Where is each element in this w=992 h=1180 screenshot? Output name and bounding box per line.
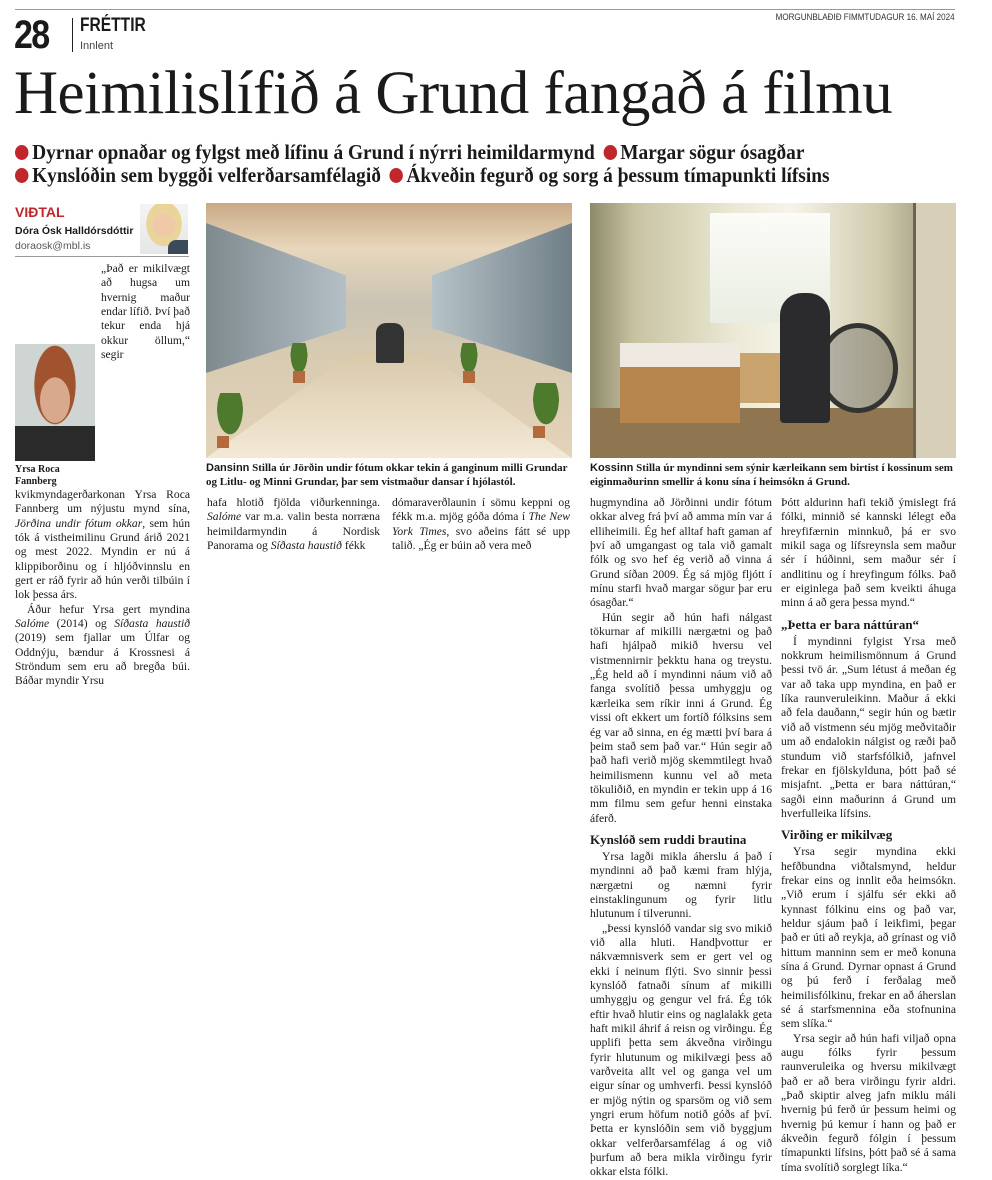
paragraph [781, 1032, 956, 1175]
paragraph [590, 496, 772, 611]
title-italic: Jörðina undir fótum okkar [15, 516, 143, 530]
plant-icon [526, 383, 566, 438]
door-frame [913, 203, 956, 458]
wheelchair-dancer [376, 323, 404, 363]
text-run: Í myndinni fylgist Yrsa með nokkrum heimilismönnum á Grund þessi tvö ár. „Sum létust á meðan ég var að taka upp myndina, en það er líka raunveruleikinn. Maður á ekki að fela dauðann,“ segir hún og bætir við að vistmenn séu mjög meðvitaðir um að endalokin nálgist og ræði það stundum við starfsfólkið, jafnvel frekar en fjölskylduna, þótt það sé misjafnt. „Þetta er bara náttúran,“ sagði einn maðurinn á Grund um hverfulleika lífsins. [781, 634, 956, 820]
article-column-1 [15, 262, 190, 689]
photo-kiss [590, 203, 956, 458]
portrait-photo [15, 344, 95, 461]
bullet-icon [15, 168, 29, 183]
paragraph [590, 922, 772, 1180]
paragraph [781, 635, 956, 821]
portrait-figure [15, 344, 95, 488]
article-column-3 [590, 496, 772, 1180]
bullet-icon [603, 145, 617, 160]
subhead: Kynslóðin sem byggði velferðarsamfélagið [32, 163, 381, 187]
title-italic: Síðasta haustið [114, 617, 191, 631]
paragraph [207, 496, 380, 553]
section-name: FRÉTTIR [80, 15, 146, 36]
byline-rule [15, 256, 189, 257]
text-run: Áður hefur Yrsa gert myndina [27, 602, 190, 616]
top-rule [15, 9, 955, 10]
text-run: Yrsa segir að hún hafi viljað opna augu fólks fyrir þessum raunveruleika og hversu mikilvægt það er að bera virðingu fyrir aldri. „Það skiptir alveg jafn miklu máli hvernig þú ferð úr þessum heimi og hvernig þú kemur í hann og það er ákveðin fegurð fólgin í þessum tímapunkti lífsins, þótt það sé á sama tíma svolítið sorglegt líka.“ [781, 1031, 956, 1174]
plant-icon [286, 343, 312, 383]
paragraph [590, 850, 772, 922]
bed [620, 343, 740, 423]
page-number: 28 [14, 13, 49, 57]
subheading [781, 617, 956, 633]
text-run: dómaraverðlaunin í sömu keppni og fékk m.a. mjög góða dóma í [392, 496, 570, 524]
paragraph [781, 845, 956, 1031]
nightstand [740, 353, 780, 403]
kicker-label: VIÐTAL [15, 204, 65, 220]
text-run: var m.a. valin besta norræna heimildarmyndin á Nordisk Panorama og [207, 510, 380, 553]
author-photo [140, 204, 188, 254]
bullet-icon [389, 168, 403, 183]
text-run: Hún segir að hún hafi nálgast tökurnar af mikilli nærgætni og það hafi hjálpað mikið hversu vel vistmennirnir þekktu hana og treystu. „Ég held að í myndinni náum við að fanga svolítið þessa umhyggju og kærleika sem ríkir inni á Grund. Ég vissi oft ekkert um fortíð fólksins sem ég var að sinna, en ég mætti því bara á þeim stað sem það var.“ Hún segir að það hafi verið mjög skemmtilegt hvað heimilismenn kunnu vel að meta tökuliðið, en myndin er tekin upp á 16 mm filmu sem gefur henni einstaka áferð. [590, 610, 772, 825]
husband-figure [780, 293, 830, 423]
title-italic: The New York Times [392, 510, 570, 538]
text-run: „Þetta er bara náttúran“ [781, 616, 920, 632]
text-run: Virðing er mikilvæg [781, 827, 893, 843]
caption-text: Stilla úr myndinni sem sýnir kærleikann sem birtist í kossinum sem eiginmaðurinn smellir á konu sína í heimsókn á Grund. [590, 462, 953, 488]
window-right [432, 223, 572, 373]
article-column-2a [207, 496, 380, 553]
text-run: fékk [341, 539, 366, 553]
subhead: Ákveðin fegurð og sorg á þessum tímapunkti lífsins [406, 163, 830, 187]
text-run: hafa hlotið fjölda viðurkenninga. [207, 496, 380, 509]
text-run: (2019) sem fjallar um Úlfar og Oddnýju, bændur á Krossnesi á Ströndum sem eru að bregða búi. Báðar myndir Yrsu [15, 631, 190, 688]
portrait-caption: Yrsa Roca Fannberg [15, 464, 60, 487]
text-run: (2014) og [49, 617, 115, 631]
window-left [206, 223, 346, 373]
author-name: Dóra Ósk Halldórsdóttir [15, 225, 134, 237]
paragraph [590, 611, 772, 826]
caption-text: Stilla úr Jörðin undir fótum okkar tekin á ganginum milli Grundar og Litlu- og Minni Grundar, þar sem vistmaður dansar í hjólastól. [206, 462, 568, 488]
article-column-4 [781, 496, 956, 1175]
subheads [15, 141, 830, 187]
title-italic: Salóme [207, 510, 242, 524]
paragraph [781, 496, 956, 611]
plant-icon [456, 343, 482, 383]
bullet-icon [15, 145, 29, 160]
dateline: MORGUNBLAÐIÐ FIMMTUDAGUR 16. MAÍ 2024 [775, 12, 955, 23]
text-run: , svo aðeins fátt sé upp talið. „Ég er búin að vera með [392, 524, 570, 553]
photo-corridor-dance [206, 203, 572, 458]
title-italic: Síðasta haustið [270, 539, 342, 553]
corridor-floor [206, 353, 572, 458]
section-divider [72, 18, 73, 52]
text-run: „Það er mikilvægt að hugsa um hvernig maður endar lífið. Því það tekur enda hjá okkur öllum,“ segir kvikmyndagerðarkonan Yrsa Roca Fannberg um nýjustu mynd sína, [15, 262, 190, 516]
caption-lead: Dansinn [206, 462, 250, 474]
photo2-caption [590, 461, 960, 489]
subheading [781, 827, 956, 843]
paragraph [15, 603, 190, 689]
subheading [590, 832, 772, 848]
text-run: „Þessi kynslóð vandar sig svo mikið við alla hluti. Handþvottur er nákvæmnisverk sem er gert vel og ekki í neinum flýti. Svo sinnir þessi kynslóð fatnaði sínum af mikilli umhyggju og gengur vel frá. Ég tók eftir hvað hlutir eins og naglalakk geta haft mikil áhrif á reisn og virðingu. Ég upplifi þetta sem ákveðna virðingu fyrir hlutunum og mikilvægi þess að varðveita allt vel og ganga vel um eigur sínar og umhverfi. Þessi kynslóð er mjög nýtin og sparsöm og við sem yngri erum höfum notið góðs af því. Þetta er kynslóðin sem við byggjum okkar velferðarsamfélag á og við þurfum að bera mikla virðingu fyrir okkar elsta fólki. [590, 921, 772, 1179]
title-italic: Salóme [15, 617, 50, 631]
text-run: Kynslóð sem ruddi brautina [590, 831, 747, 847]
subsection-name: Innlent [80, 40, 114, 52]
subhead: Dyrnar opnaðar og fylgst með lífinu á Grund í nýrri heimildarmynd [32, 140, 595, 164]
subhead: Margar sögur ósagðar [620, 140, 805, 164]
article-column-2b [392, 496, 570, 553]
plant-icon [210, 393, 250, 448]
paragraph [392, 496, 570, 553]
text-run: hugmyndina að Jörðinni undir fótum okkar alveg frá því að amma mín var á elliheimili. Ég hef alltaf haft gaman af því að umgangast og tala við gamalt fólk og svo hef ég verið að vinna á Grund síðan 2009. Ég sá mjög fljótt í mínu starfi hvað margar sögur þar eru ósagðar.“ [590, 496, 772, 610]
headline: Heimilislífið á Grund fangað á filmu [14, 60, 893, 127]
caption-lead: Kossinn [590, 462, 634, 474]
text-run: Yrsa segir myndina ekki hefðbundna viðtalsmynd, heldur frekar eins og innlit eða heimsókn. „Við erum í sjálfu sér ekki að kynnast fólkinu eins og það var, heldur sjáum það í leikfimi, þegar það er úti að reykja, að grínast og við hittum manninn sem er með konuna sína á Grund. Dyrnar opnast á Grund og þú ferð í ferðalag með heimilisfólkinu, frekar en að áherslan sé á starfsmennina eða stofnunina sem slíka.“ [781, 845, 956, 1031]
author-email[interactable]: doraosk@mbl.is [15, 240, 91, 252]
photo1-caption [206, 461, 576, 489]
text-run: , sem hún tók á vistheimilinu Grund árið 2021 og mest 2022. Myndin er nú á klippiborðinu og í hljóðvinnslu en gert er ráð fyrir að hún verði tilbúin í lok þessa árs. [15, 516, 190, 602]
text-run: Yrsa lagði mikla áherslu á það í myndinni að það kæmi fram hlýja, nærgætni og næmni fyrir einstaklingunum og fyrir litlu hlutunum í tilverunni. [590, 849, 772, 921]
wheelchair [818, 323, 898, 413]
text-run: Þótt aldurinn hafi tekið ýmislegt frá fólki, minnið sé kannski lélegt eða hreyfifærnin minnkuð, þá er svo mikil saga og lífsreynsla sem maður sér í húðinni, sem maður sér í andlitinu og í hreyfingum fólks. Það er eiginlega það sem kveikti áhuga minn á að gera þessa mynd.“ [781, 496, 956, 610]
